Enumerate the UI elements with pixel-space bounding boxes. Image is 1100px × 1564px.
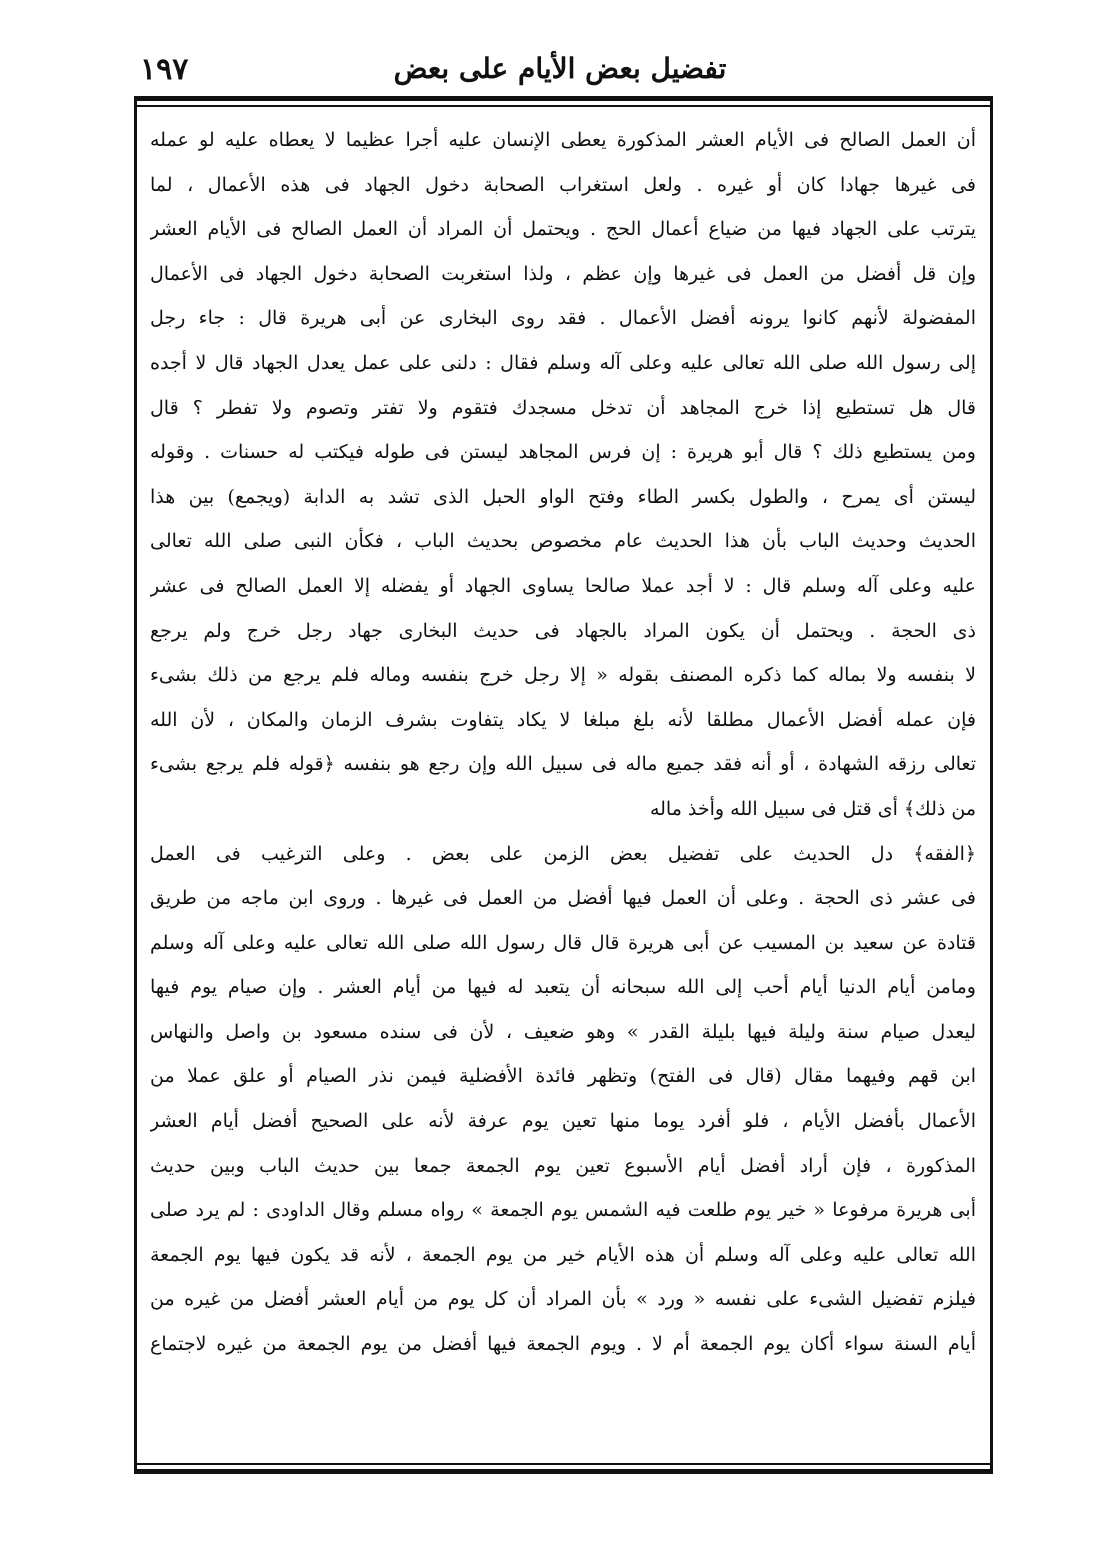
running-title: تفضيل بعض الأيام على بعض [393, 52, 727, 85]
text-line: فيلزم تفضيل الشىء على نفسه « ورد » بأن المراد أن كل يوم من أيام العشر أفضل من غيره من [150, 1288, 976, 1311]
text-line: إلى رسول الله صلى الله تعالى عليه وعلى آله وسلم فقال : دلنى على عمل يعدل الجهاد قال لا أجده [150, 351, 976, 374]
text-line: ليعدل صيام سنة وليلة فيها بليلة القدر » وهو ضعيف ، لأن فى سنده مسعود بن واصل والنهاس [150, 1020, 976, 1043]
text-line: يترتب على الجهاد فيها من ضياع أعمال الحج . ويحتمل أن المراد أن العمل الصالح فى الأيام العشر [150, 218, 976, 241]
bottom-thick-rule [136, 1469, 992, 1474]
text-line: فإن عمله أفضل الأعمال مطلقا لأنه بلغ مبلغا لا يكاد يتفاوت بشرف الزمان والمكان ، لأن الله [150, 708, 976, 731]
text-line: ليستن أى يمرح ، والطول بكسر الطاء وفتح الواو الحبل الذى تشد به الدابة (ويجمع) بين هذا [150, 485, 976, 508]
text-line: الأعمال بأفضل الأيام ، فلو أفرد يوما منها تعين يوم عرفة لأنه على الصحيح أفضل أيام العشر [150, 1110, 976, 1133]
text-line: قتادة عن سعيد بن المسيب عن أبى هريرة قال قال رسول الله صلى الله تعالى عليه وعلى آله وسلم [150, 931, 976, 954]
top-thin-rule [136, 105, 992, 107]
text-line: ومن يستطيع ذلك ؟ قال أبو هريرة : إن فرس المجاهد ليستن فى طوله فيكتب له حسنات . وقوله [150, 441, 976, 464]
text-line: ﴿الفقه﴾ دل الحديث على تفضيل بعض الزمن على بعض . وعلى الترغيب فى العمل [150, 842, 976, 865]
text-line: تعالى رزقه الشهادة ، أو أنه فقد جميع ماله فى سبيل الله وإن رجع هو بنفسه ﴿قوله فلم يرجع بشىء [150, 753, 976, 776]
text-line: ومامن أيام الدنيا أيام أحب إلى الله سبحانه أن يتعبد له فيها من أيام العشر . وإن صيام يوم فيها [150, 976, 976, 999]
text-line: من ذلك﴾ أى قتل فى سبيل الله وأخذ ماله [649, 797, 976, 820]
page-header [130, 52, 990, 92]
text-line: المذكورة ، فإن أراد أفضل أيام الأسبوع تعين يوم الجمعة جمعا بين حديث الباب وبين حديث [150, 1154, 976, 1177]
text-line: أن العمل الصالح فى الأيام العشر المذكورة يعطى الإنسان عليه أجرا عظيما لا يعطاه عليه لو عمله [150, 129, 976, 151]
text-line: ابن قهم وفيهما مقال (قال فى الفتح) وتظهر فائدة الأفضلية فيمن نذر الصيام أو علق عملا من [150, 1065, 976, 1088]
text-line: الحديث وحديث الباب بأن هذا الحديث عام مخصوص بحديث الباب ، فكأن النبى صلى الله تعالى [150, 530, 976, 553]
text-line: أبى هريرة مرفوعا « خير يوم طلعت فيه الشمس يوم الجمعة » رواه مسلم وقال الداودى : لم يرد صلى [150, 1199, 976, 1222]
page-number: ١٩٧ [140, 52, 189, 87]
bottom-thin-rule [136, 1463, 992, 1465]
text-line: عليه وعلى آله وسلم قال : لا أجد عملا صالحا يساوى الجهاد أو يفضله إلا العمل الصالح فى عشر [150, 574, 976, 597]
frame-right-border [990, 96, 993, 1474]
commentary-text [150, 118, 976, 1458]
top-thick-rule [136, 96, 992, 101]
text-line: المفضولة لأنهم كانوا يرونه أفضل الأعمال . فقد روى البخارى عن أبى هريرة قال : جاء رجل [150, 307, 976, 330]
text-line: لا بنفسه ولا بماله كما ذكره المصنف بقوله « إلا رجل خرج بنفسه وماله فلم يرجع من ذلك بشىء [150, 664, 976, 687]
text-line: فى غيرها جهادا كان أو غيره . ولعل استغراب الصحابة دخول الجهاد فى هذه الأعمال ، لما [150, 173, 976, 196]
frame-left-border [134, 96, 137, 1474]
text-line: ذى الحجة . ويحتمل أن يكون المراد بالجهاد فى حديث البخارى جهاد رجل خرج ولم يرجع [150, 619, 976, 642]
text-line: أيام السنة سواء أكان يوم الجمعة أم لا . ويوم الجمعة فيها أفضل من يوم الجمعة من غيره لاجتماع [150, 1333, 976, 1356]
text-line: الله تعالى عليه وعلى آله وسلم أن هذه الأيام خير من يوم الجمعة ، لأنه قد يكون فيها يوم الجمعة [150, 1243, 976, 1266]
text-line: وإن قل أفضل من العمل فى غيرها وإن عظم ، ولذا استغربت الصحابة دخول الجهاد فى الأعمال [150, 262, 976, 285]
text-line: فى عشر ذى الحجة . وعلى أن العمل فيها أفضل من العمل فى غيرها . وروى ابن ماجه من طريق [150, 887, 976, 910]
text-line: قال هل تستطيع إذا خرج المجاهد أن تدخل مسجدك فتقوم ولا تفتر وتصوم ولا تفطر ؟ قال [150, 396, 976, 419]
